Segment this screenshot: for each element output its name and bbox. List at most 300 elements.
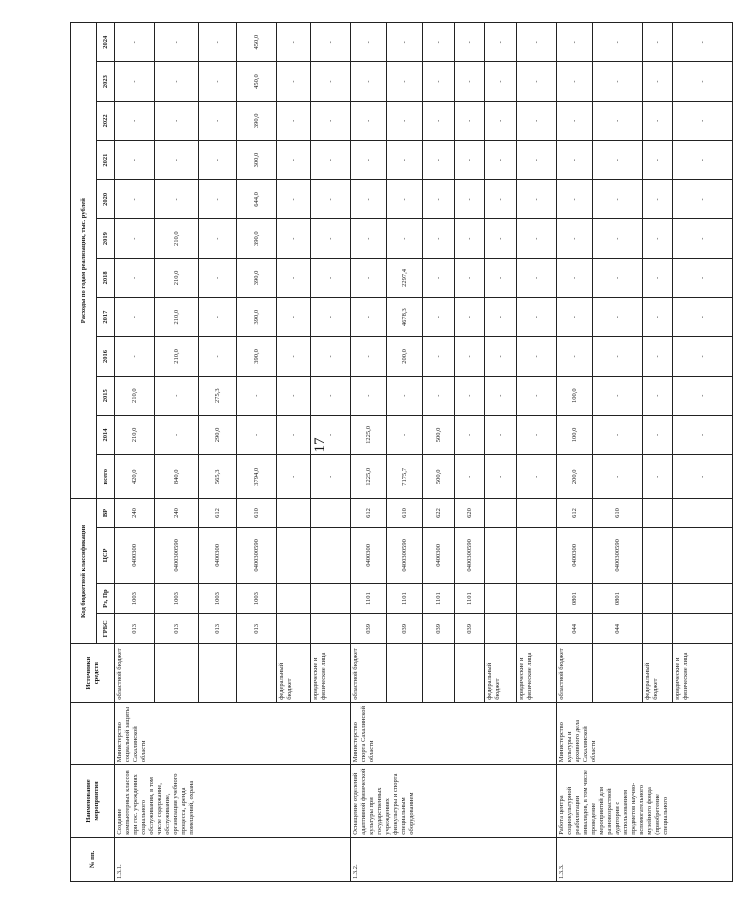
year-value-cell: - <box>517 376 557 415</box>
year-value-cell: - <box>351 219 387 258</box>
year-value-cell: 290,0 <box>199 415 237 454</box>
total-cell: 420,0 <box>115 455 155 499</box>
year-value-cell: - <box>277 298 311 337</box>
year-value-cell: - <box>557 101 593 140</box>
year-value-cell: 200,0 <box>387 337 423 376</box>
year-value-cell: - <box>517 258 557 297</box>
rzpr-cell: 0801 <box>593 584 643 614</box>
year-value-cell: - <box>673 337 733 376</box>
year-value-cell: - <box>311 180 351 219</box>
year-value-cell: - <box>115 337 155 376</box>
header-expenses: Расходы по годам реализации, тыс. рублей <box>71 23 97 499</box>
year-value-cell: - <box>115 140 155 179</box>
year-value-cell: 210,0 <box>155 337 199 376</box>
year-value-cell: 390,0 <box>237 219 277 258</box>
year-value-cell: - <box>423 101 455 140</box>
year-value-cell: - <box>455 298 485 337</box>
vr-cell <box>485 499 517 527</box>
year-value-cell: - <box>423 258 455 297</box>
rzpr-cell <box>485 584 517 614</box>
year-value-cell: - <box>455 140 485 179</box>
source-cell: федеральный бюджет <box>485 644 517 702</box>
vr-cell: 612 <box>557 499 593 527</box>
year-value-cell: - <box>485 140 517 179</box>
year-value-cell: - <box>455 415 485 454</box>
vr-cell <box>517 499 557 527</box>
source-cell: федеральный бюджет <box>277 644 311 702</box>
header-csr: ЦСР <box>97 527 115 583</box>
year-value-cell: - <box>643 298 673 337</box>
year-value-cell: - <box>557 140 593 179</box>
year-value-cell: - <box>557 180 593 219</box>
table-row <box>351 23 387 882</box>
year-value-cell: - <box>593 101 643 140</box>
year-value-cell: - <box>517 101 557 140</box>
year-value-cell: - <box>311 140 351 179</box>
year-value-cell: - <box>593 219 643 258</box>
total-cell: - <box>517 455 557 499</box>
year-value-cell: - <box>115 23 155 62</box>
grbs-cell: 013 <box>237 614 277 644</box>
year-value-cell: - <box>115 180 155 219</box>
year-value-cell: - <box>557 298 593 337</box>
year-value-cell: - <box>455 180 485 219</box>
rzpr-cell: 1003 <box>115 584 155 614</box>
csr-cell: 0400300590 <box>455 527 485 583</box>
year-value-cell: - <box>277 337 311 376</box>
year-value-cell: 4678,3 <box>387 298 423 337</box>
csr-cell <box>485 527 517 583</box>
year-value-cell: 390,0 <box>237 258 277 297</box>
csr-cell: 0400300 <box>423 527 455 583</box>
year-value-cell: - <box>593 180 643 219</box>
year-value-cell: 644,0 <box>237 180 277 219</box>
year-value-cell: - <box>155 180 199 219</box>
year-value-cell: - <box>643 180 673 219</box>
executor: Министерство спорта Сахалинской области <box>351 702 557 764</box>
executor: Министерство культуры и архивного дела Сахалинской области <box>557 702 733 764</box>
year-value-cell: - <box>593 23 643 62</box>
year-value-cell: - <box>673 376 733 415</box>
year-value-cell: - <box>485 376 517 415</box>
grbs-cell <box>643 614 673 644</box>
year-value-cell: - <box>277 23 311 62</box>
year-value-cell: - <box>155 415 199 454</box>
year-value-cell: - <box>423 298 455 337</box>
year-value-cell: - <box>387 62 423 101</box>
year-value-cell: - <box>199 337 237 376</box>
header-vr: ВР <box>97 499 115 527</box>
year-value-cell: - <box>351 140 387 179</box>
header-year: 2023 <box>97 62 115 101</box>
csr-cell <box>673 527 733 583</box>
year-value-cell: - <box>455 23 485 62</box>
grbs-cell: 039 <box>387 614 423 644</box>
year-value-cell: - <box>311 337 351 376</box>
table-row <box>115 23 155 882</box>
csr-cell <box>517 527 557 583</box>
year-value-cell: - <box>485 337 517 376</box>
row-number: 1.3.3. <box>557 837 733 881</box>
header-year: 2022 <box>97 101 115 140</box>
year-value-cell: - <box>517 180 557 219</box>
year-value-cell: - <box>423 180 455 219</box>
year-value-cell: - <box>673 415 733 454</box>
total-cell: - <box>277 455 311 499</box>
year-value-cell: - <box>673 140 733 179</box>
source-cell: областной бюджет <box>115 644 155 702</box>
grbs-cell: 044 <box>557 614 593 644</box>
activity-name: Работа центра социокультурной реабилитации инвалидов, в том числе проведение мероприятий для разновозрастной аудитории с использованием предметов научно-вспомогательного музейного фонда (приобретение специального <box>557 765 733 837</box>
year-value-cell: 1225,0 <box>351 415 387 454</box>
vr-cell <box>277 499 311 527</box>
total-cell: 500,0 <box>423 455 455 499</box>
source-cell <box>155 644 199 702</box>
year-value-cell: - <box>517 23 557 62</box>
year-value-cell: - <box>673 62 733 101</box>
year-value-cell: - <box>673 298 733 337</box>
year-value-cell: - <box>643 23 673 62</box>
source-cell: юридические и физические лица <box>673 644 733 702</box>
year-value-cell: - <box>643 337 673 376</box>
budget-table <box>70 22 733 882</box>
year-value-cell: - <box>311 101 351 140</box>
source-cell <box>387 644 423 702</box>
rzpr-cell: 1003 <box>155 584 199 614</box>
executor: Министерство социальной защиты Сахалинской области <box>115 702 351 764</box>
source-cell <box>423 644 455 702</box>
year-value-cell: - <box>593 140 643 179</box>
year-value-cell: - <box>199 258 237 297</box>
rzpr-cell <box>673 584 733 614</box>
grbs-cell: 013 <box>199 614 237 644</box>
csr-cell: 0400300 <box>557 527 593 583</box>
year-value-cell: - <box>485 219 517 258</box>
vr-cell: 620 <box>455 499 485 527</box>
year-value-cell: - <box>351 101 387 140</box>
year-value-cell: - <box>557 62 593 101</box>
year-value-cell: - <box>423 140 455 179</box>
year-value-cell: - <box>423 62 455 101</box>
year-value-cell: - <box>237 415 277 454</box>
source-cell: областной бюджет <box>351 644 387 702</box>
year-value-cell: - <box>485 101 517 140</box>
year-value-cell: - <box>387 415 423 454</box>
year-value-cell: - <box>423 376 455 415</box>
total-cell: - <box>673 455 733 499</box>
total-cell: 565,3 <box>199 455 237 499</box>
year-value-cell: 390,0 <box>237 101 277 140</box>
header-budget-code: Код бюджетной классификации <box>71 499 97 644</box>
year-value-cell: - <box>311 258 351 297</box>
source-cell: юридические и физические лица <box>311 644 351 702</box>
grbs-cell: 013 <box>115 614 155 644</box>
vr-cell: 240 <box>115 499 155 527</box>
year-value-cell: - <box>455 376 485 415</box>
rzpr-cell <box>277 584 311 614</box>
grbs-cell <box>277 614 311 644</box>
year-value-cell: 390,0 <box>237 337 277 376</box>
year-value-cell: - <box>115 62 155 101</box>
source-cell <box>199 644 237 702</box>
total-cell: - <box>593 455 643 499</box>
year-value-cell: - <box>423 219 455 258</box>
year-value-cell: - <box>673 219 733 258</box>
year-value-cell: 275,3 <box>199 376 237 415</box>
csr-cell: 0400300 <box>115 527 155 583</box>
year-value-cell: - <box>455 337 485 376</box>
grbs-cell: 044 <box>593 614 643 644</box>
total-cell: 1225,0 <box>351 455 387 499</box>
year-value-cell: - <box>423 23 455 62</box>
csr-cell: 0400300590 <box>237 527 277 583</box>
year-value-cell: - <box>517 219 557 258</box>
header-rzpr: Рз, Пр <box>97 584 115 614</box>
header-year: 2024 <box>97 23 115 62</box>
vr-cell: 610 <box>593 499 643 527</box>
year-value-cell: - <box>351 258 387 297</box>
year-value-cell: - <box>277 180 311 219</box>
year-value-cell: 500,0 <box>423 415 455 454</box>
header-year: 2021 <box>97 140 115 179</box>
total-cell: 200,0 <box>557 455 593 499</box>
year-value-cell: - <box>311 62 351 101</box>
year-value-cell: - <box>387 219 423 258</box>
grbs-cell <box>517 614 557 644</box>
year-value-cell: - <box>485 258 517 297</box>
year-value-cell: - <box>387 140 423 179</box>
year-value-cell: - <box>593 298 643 337</box>
csr-cell <box>643 527 673 583</box>
grbs-cell: 039 <box>351 614 387 644</box>
vr-cell <box>311 499 351 527</box>
year-value-cell: - <box>115 101 155 140</box>
grbs-cell <box>673 614 733 644</box>
total-cell: 840,0 <box>155 455 199 499</box>
year-value-cell: - <box>351 298 387 337</box>
year-value-cell: - <box>387 101 423 140</box>
source-cell <box>455 644 485 702</box>
year-value-cell: 390,0 <box>237 298 277 337</box>
year-value-cell: - <box>199 23 237 62</box>
year-value-cell: - <box>311 415 351 454</box>
year-value-cell: - <box>155 101 199 140</box>
year-value-cell: - <box>277 219 311 258</box>
year-value-cell: - <box>455 258 485 297</box>
rotated-table-container <box>70 22 706 882</box>
year-value-cell: 100,0 <box>557 376 593 415</box>
year-value-cell: - <box>455 219 485 258</box>
vr-cell: 240 <box>155 499 199 527</box>
year-value-cell: - <box>485 62 517 101</box>
year-value-cell: - <box>643 376 673 415</box>
rzpr-cell: 1003 <box>237 584 277 614</box>
vr-cell: 612 <box>351 499 387 527</box>
table-row <box>557 23 593 882</box>
year-value-cell: - <box>311 376 351 415</box>
year-value-cell: 450,0 <box>237 23 277 62</box>
year-value-cell: - <box>517 337 557 376</box>
header-source: Источники средств <box>71 644 115 702</box>
year-value-cell: - <box>455 62 485 101</box>
year-value-cell: 210,0 <box>155 219 199 258</box>
rzpr-cell <box>643 584 673 614</box>
vr-cell: 622 <box>423 499 455 527</box>
year-value-cell: - <box>277 62 311 101</box>
year-value-cell: - <box>643 258 673 297</box>
total-cell: - <box>485 455 517 499</box>
year-value-cell: - <box>557 219 593 258</box>
year-value-cell: - <box>485 298 517 337</box>
year-value-cell: - <box>593 258 643 297</box>
grbs-cell: 039 <box>423 614 455 644</box>
year-value-cell: 2297,4 <box>387 258 423 297</box>
header-year: 2016 <box>97 337 115 376</box>
year-value-cell: - <box>673 23 733 62</box>
year-value-cell: - <box>643 219 673 258</box>
year-value-cell: - <box>311 219 351 258</box>
row-number: 1.3.2. <box>351 837 557 881</box>
grbs-cell: 013 <box>155 614 199 644</box>
total-cell: - <box>311 455 351 499</box>
rzpr-cell: 1101 <box>351 584 387 614</box>
year-value-cell: - <box>277 101 311 140</box>
year-value-cell: - <box>643 62 673 101</box>
rzpr-cell: 1101 <box>455 584 485 614</box>
year-value-cell: - <box>115 298 155 337</box>
year-value-cell: - <box>455 101 485 140</box>
total-cell: 3794,0 <box>237 455 277 499</box>
csr-cell: 0400300590 <box>387 527 423 583</box>
header-year: 2017 <box>97 298 115 337</box>
csr-cell: 0400300 <box>351 527 387 583</box>
year-value-cell: - <box>387 23 423 62</box>
total-cell: - <box>455 455 485 499</box>
vr-cell: 612 <box>199 499 237 527</box>
grbs-cell <box>485 614 517 644</box>
year-value-cell: - <box>485 415 517 454</box>
year-value-cell: - <box>277 140 311 179</box>
year-value-cell: - <box>557 23 593 62</box>
year-value-cell: - <box>155 23 199 62</box>
year-value-cell: - <box>351 23 387 62</box>
year-value-cell: - <box>517 415 557 454</box>
year-value-cell: - <box>673 101 733 140</box>
year-value-cell: - <box>115 219 155 258</box>
header-num: № пп. <box>71 837 115 881</box>
year-value-cell: - <box>643 415 673 454</box>
year-value-cell: - <box>485 23 517 62</box>
year-value-cell: - <box>311 298 351 337</box>
year-value-cell: - <box>593 62 643 101</box>
year-value-cell: - <box>387 376 423 415</box>
rzpr-cell: 0801 <box>557 584 593 614</box>
rzpr-cell <box>311 584 351 614</box>
csr-cell <box>277 527 311 583</box>
year-value-cell: - <box>351 180 387 219</box>
year-value-cell: - <box>557 337 593 376</box>
source-cell: юридические и физические лица <box>517 644 557 702</box>
year-value-cell: - <box>351 376 387 415</box>
vr-cell: 610 <box>237 499 277 527</box>
source-cell: областной бюджет <box>557 644 593 702</box>
total-cell: 7175,7 <box>387 455 423 499</box>
year-value-cell: - <box>155 376 199 415</box>
rzpr-cell: 1101 <box>423 584 455 614</box>
csr-cell: 0400300 <box>199 527 237 583</box>
header-exec <box>71 702 115 764</box>
header-year: 2019 <box>97 219 115 258</box>
csr-cell <box>311 527 351 583</box>
year-value-cell: - <box>199 180 237 219</box>
year-value-cell: - <box>199 62 237 101</box>
year-value-cell: 210,0 <box>155 298 199 337</box>
year-value-cell: - <box>199 219 237 258</box>
year-value-cell: - <box>423 337 455 376</box>
header-year: 2015 <box>97 376 115 415</box>
year-value-cell: - <box>351 62 387 101</box>
header-total: всего <box>97 455 115 499</box>
header-year: 2020 <box>97 180 115 219</box>
source-cell: федеральный бюджет <box>643 644 673 702</box>
year-value-cell: - <box>351 337 387 376</box>
year-value-cell: - <box>593 415 643 454</box>
year-value-cell: - <box>387 180 423 219</box>
grbs-cell <box>311 614 351 644</box>
year-value-cell: - <box>277 376 311 415</box>
source-cell <box>237 644 277 702</box>
year-value-cell: 450,0 <box>237 62 277 101</box>
year-value-cell: - <box>199 101 237 140</box>
year-value-cell: - <box>277 415 311 454</box>
vr-cell <box>673 499 733 527</box>
header-year: 2014 <box>97 415 115 454</box>
year-value-cell: - <box>517 298 557 337</box>
header-grbs: ГРБС <box>97 614 115 644</box>
year-value-cell: - <box>593 337 643 376</box>
header-year: 2018 <box>97 258 115 297</box>
year-value-cell: - <box>199 298 237 337</box>
total-cell: - <box>643 455 673 499</box>
activity-name: Создание компьютерных классов при гос. учреждениях социального обслуживания, в том числе содержание, обслуживание, организация учебного процесса, аренда помещений, охрана <box>115 765 351 837</box>
year-value-cell: - <box>643 101 673 140</box>
csr-cell: 0400300590 <box>155 527 199 583</box>
year-value-cell: - <box>593 376 643 415</box>
year-value-cell: - <box>199 140 237 179</box>
source-cell <box>593 644 643 702</box>
year-value-cell: - <box>485 180 517 219</box>
year-value-cell: 210,0 <box>155 258 199 297</box>
year-value-cell: - <box>643 140 673 179</box>
csr-cell: 0400300590 <box>593 527 643 583</box>
year-value-cell: 210,0 <box>115 376 155 415</box>
activity-name: Оснащение отделений адаптивной физической культуры при государственных учреждениях физкультуры и спорта специальным оборудованием <box>351 765 557 837</box>
year-value-cell: - <box>115 258 155 297</box>
year-value-cell: 210,0 <box>115 415 155 454</box>
year-value-cell: - <box>557 258 593 297</box>
grbs-cell: 039 <box>455 614 485 644</box>
year-value-cell: 300,0 <box>237 140 277 179</box>
row-number: 1.3.1. <box>115 837 351 881</box>
header-name: Наименование мероприятия <box>71 765 115 837</box>
vr-cell <box>643 499 673 527</box>
year-value-cell: - <box>673 180 733 219</box>
page-number: 17 <box>312 437 328 453</box>
year-value-cell: - <box>311 23 351 62</box>
year-value-cell: - <box>277 258 311 297</box>
rzpr-cell <box>517 584 557 614</box>
rzpr-cell: 1003 <box>199 584 237 614</box>
